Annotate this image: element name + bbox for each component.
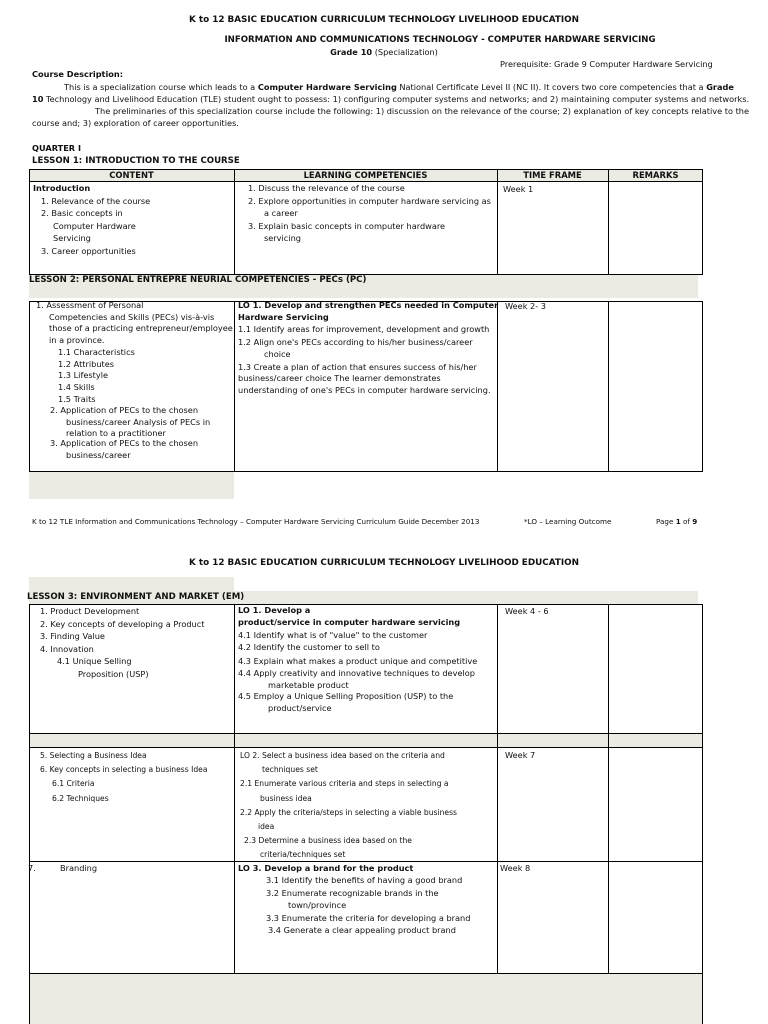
course-description-line1: [64, 82, 734, 93]
list-item: understanding of one's PECs in computer hardware servicing.: [238, 384, 491, 395]
list-item: town/province: [288, 900, 347, 911]
list-item: criteria/techniques set: [260, 850, 346, 860]
table-border: [234, 301, 235, 472]
list-item: 1.2 Align one's PECs according to his/her business/career: [238, 337, 473, 348]
page-number: [656, 516, 697, 527]
page2-title: K to 12 BASIC EDUCATION CURRICULUM TECHNOLOGY LIVELIHOOD EDUCATION: [189, 558, 579, 568]
page-of: of: [680, 517, 693, 526]
lesson2-content-cell: [36, 300, 233, 461]
lesson2-time-frame: Week 2- 3: [505, 301, 547, 311]
list-item: 1.1 Identify areas for improvement, development and growth: [238, 324, 490, 335]
page-subtitle: INFORMATION AND COMMUNICATIONS TECHNOLOGY - COMPUTER HARDWARE SERVICING: [224, 35, 656, 45]
grade-label: Grade 10: [330, 47, 373, 57]
table-border: [702, 604, 703, 1024]
table-border: [497, 169, 498, 275]
table-border: [702, 169, 703, 275]
list-item: 2.3 Determine a business idea based on the: [244, 836, 412, 846]
lesson1-competencies-cell: [248, 182, 491, 245]
content-title: Introduction: [33, 183, 91, 193]
list-item: techniques set: [262, 765, 318, 775]
list-item: 2.1 Enumerate various criteria and steps in selecting a: [240, 779, 449, 789]
header-time-frame: TIME FRAME: [523, 170, 582, 180]
table-border: [29, 301, 30, 472]
list-item: 1. Assessment of Personal: [36, 300, 144, 310]
list-item: Computer Hardware: [53, 220, 136, 231]
table-border: [29, 604, 30, 1024]
list-item: 1.5 Traits: [58, 393, 96, 404]
list-item: 3. Career opportunities: [41, 245, 136, 256]
list-item: 2.2 Apply the criteria/steps in selecting a viable business: [240, 807, 458, 817]
lesson3-heading-band: [29, 577, 234, 591]
list-item: 3.2 Enumerate recognizable brands in the: [266, 887, 439, 898]
list-item: 1. Relevance of the course: [41, 195, 151, 206]
lesson2-competencies-cell: [238, 300, 498, 397]
course-description-line3: The preliminaries of this specialization course include the following: 1) discussion on the relevance of the course; 2) explanation of key concepts relative to the: [95, 106, 750, 116]
list-item: 5. Selecting a Business Idea: [40, 751, 147, 760]
row-separator-band: [30, 734, 702, 747]
footer-lo-note: *LO – Learning Outcome: [524, 517, 612, 526]
page-current: 1: [675, 517, 681, 526]
table-border: [29, 747, 703, 748]
learning-outcome: LO 1. Develop a: [238, 605, 311, 615]
header-learning-competencies: LEARNING COMPETENCIES: [303, 170, 428, 180]
lesson3-row3-content: Branding: [60, 863, 98, 873]
page-total: 9: [692, 517, 698, 526]
table-border: [608, 169, 609, 275]
list-item: 2. Application of PECs to the chosen: [50, 405, 199, 416]
list-item: 2. Basic concepts in: [41, 208, 123, 219]
list-item: 3. Explain basic concepts in computer hardware: [248, 220, 446, 231]
list-item: 4.3 Explain what makes a product unique and competitive: [238, 656, 478, 667]
lesson3-row3-time-frame: Week 8: [500, 863, 531, 873]
list-item: 4.4 Apply creativity and innovative techniques to develop: [238, 667, 475, 678]
lesson1-heading: LESSON 1: INTRODUCTION TO THE COURSE: [32, 156, 240, 166]
list-item: 4.1 Identify what is of "value" to the customer: [238, 629, 428, 640]
list-item: business idea: [260, 793, 312, 803]
list-item: relation to a practitioner: [66, 427, 166, 438]
table-border: [29, 169, 30, 275]
lesson3-row1-time-frame: Week 4 - 6: [505, 606, 549, 616]
list-item: business/career: [66, 449, 131, 460]
learning-outcome: product/service in computer hardware servicing: [238, 616, 461, 627]
page-title: K to 12 BASIC EDUCATION CURRICULUM TECHNOLOGY LIVELIHOOD EDUCATION: [189, 15, 579, 25]
list-item: 6.2 Techniques: [52, 793, 109, 803]
lesson2-heading: LESSON 2: PERSONAL ENTREPRE NEURIAL COMPETENCIES - PECs (PC): [29, 275, 367, 285]
table-border: [497, 604, 498, 974]
list-item: 3. Application of PECs to the chosen: [50, 438, 199, 449]
lesson3-row1-content: [40, 605, 204, 681]
table-border: [29, 169, 703, 170]
list-item: choice: [264, 348, 291, 359]
footer-guide: K to 12 TLE Information and Communications Technology – Computer Hardware Servicing Curriculum Guide December 2013: [32, 517, 480, 526]
lesson1-content-cell: [33, 182, 150, 258]
shaded-block: [29, 472, 234, 499]
list-item: 4.2 Identify the customer to sell to: [238, 642, 380, 653]
desc-text: National Certificate Level II (NC II). It covers two core competencies that a: [396, 82, 707, 92]
list-item: 1.2 Attributes: [58, 358, 115, 369]
list-item: marketable product: [268, 679, 349, 690]
list-item: 3.4 Generate a clear appealing product brand: [268, 925, 456, 936]
list-item: Servicing: [53, 233, 91, 244]
shaded-block: [30, 974, 702, 1024]
list-item: 6.1 Criteria: [52, 779, 95, 789]
list-item: 4.5 Employ a Unique Selling Proposition (USP) to the: [238, 691, 454, 702]
course-description-label: Course Description:: [32, 69, 124, 79]
prerequisite: Prerequisite: Grade 9 Computer Hardware Servicing: [500, 59, 713, 69]
list-item: Proposition (USP): [78, 668, 149, 679]
list-item: 6. Key concepts in selecting a business Idea: [40, 765, 208, 775]
table-border: [608, 604, 609, 974]
learning-outcome: LO 1. Develop and strengthen PECs needed in Computer: [238, 300, 499, 310]
list-item: 4.1 Unique Selling: [57, 656, 132, 667]
list-item: servicing: [264, 233, 301, 244]
list-item: Competencies and Skills (PECs) vis-à-vis: [49, 311, 215, 322]
list-item: 3. Finding Value: [40, 631, 105, 642]
list-item: 1. Discuss the relevance of the course: [248, 183, 405, 193]
header-content: CONTENT: [109, 170, 154, 180]
learning-outcome: LO 3. Develop a brand for the product: [238, 863, 414, 873]
lesson3-row3-number: 7.: [28, 863, 36, 873]
header-remarks: REMARKS: [632, 170, 679, 180]
list-item: 1.1 Characteristics: [58, 346, 135, 357]
desc-grade: Grade: [706, 82, 734, 92]
list-item: idea: [258, 822, 275, 832]
list-item: 1. Product Development: [40, 606, 140, 616]
list-item: a career: [264, 208, 298, 219]
list-item: 2. Key concepts of developing a Product: [40, 618, 205, 629]
list-item: 4. Innovation: [40, 643, 94, 654]
lesson3-row2-content: [40, 749, 208, 806]
lesson3-row3-competencies: [238, 862, 470, 936]
course-description-line4: course and; 3) exploration of career opportunities.: [32, 118, 239, 128]
list-item: 1.3 Lifestyle: [58, 370, 109, 381]
grade-line: [0, 47, 768, 58]
desc-text: Technology and Livelihood Education (TLE) student ought to possess: 1) configuring computer systems and networks; and 2) maintaining computer systems and networks.: [43, 94, 750, 104]
learning-outcome: LO 2. Select a business idea based on the criteria and: [240, 751, 445, 760]
list-item: 3.1 Identify the benefits of having a good brand: [266, 875, 463, 886]
quarter-heading: QUARTER I: [32, 143, 82, 153]
list-item: those of a practicing entrepreneur/employee: [49, 323, 233, 334]
desc-text: This is a specialization course which leads to a: [64, 82, 258, 92]
desc-course-name: Computer Hardware Servicing: [257, 82, 397, 92]
lesson3-row2-time-frame: Week 7: [505, 750, 536, 760]
list-item: in a province.: [49, 335, 105, 346]
page-label: Page: [656, 517, 676, 526]
table-border: [234, 169, 235, 275]
grade-note: (Specialization): [372, 47, 438, 57]
list-item: 3.3 Enumerate the criteria for developing a brand: [266, 912, 471, 923]
list-item: business/career Analysis of PECs in: [66, 417, 211, 428]
table-border: [608, 301, 609, 472]
lesson1-time-frame: Week 1: [503, 184, 534, 194]
list-item: business/career choice The learner demonstrates: [238, 373, 441, 384]
list-item: 1.3 Create a plan of action that ensures success of his/her: [238, 361, 477, 372]
lesson3-heading: LESSON 3: ENVIRONMENT AND MARKET (EM): [27, 592, 245, 602]
course-description-line2: [32, 94, 749, 105]
list-item: 1.4 Skills: [58, 381, 95, 392]
table-border: [702, 301, 703, 472]
list-item: 2. Explore opportunities in computer hardware servicing as: [248, 195, 491, 206]
desc-grade-num: 10: [32, 94, 44, 104]
table-border: [234, 604, 235, 974]
lesson3-row2-competencies: [240, 749, 457, 863]
learning-outcome: Hardware Servicing: [238, 311, 329, 322]
lesson3-row1-competencies: [238, 605, 477, 715]
list-item: product/service: [268, 703, 332, 714]
